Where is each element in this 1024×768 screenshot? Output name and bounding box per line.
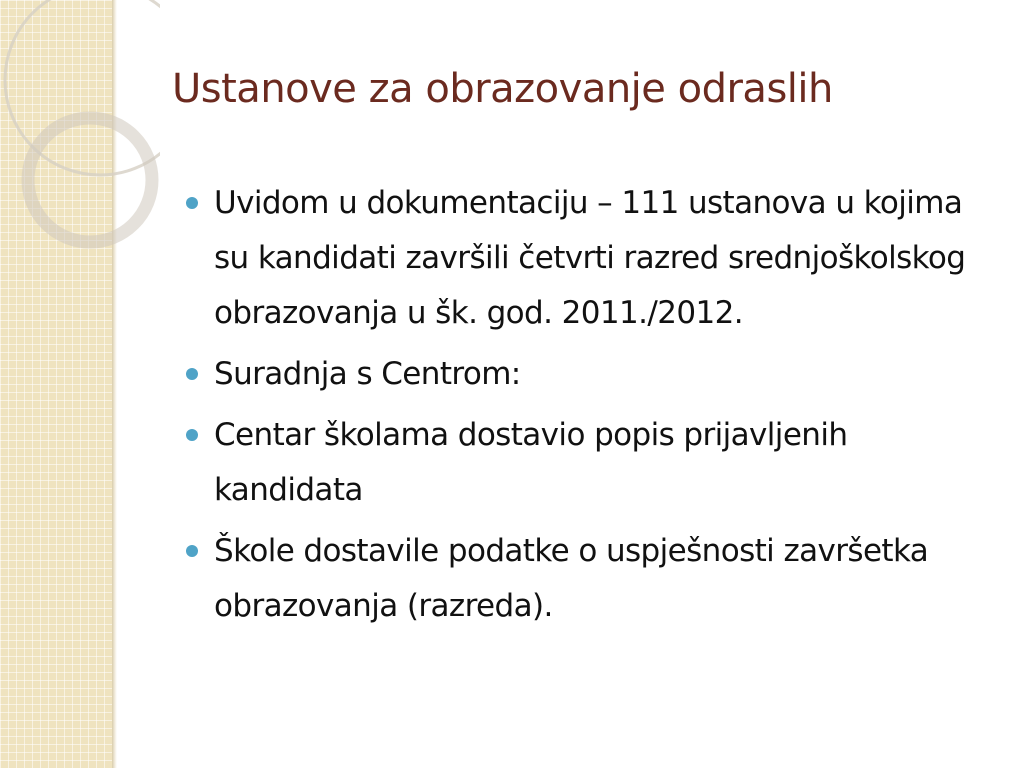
bullet-text: Centar školama dostavio popis prijavljenih kandidata bbox=[214, 417, 848, 508]
bullet-item bbox=[184, 347, 994, 402]
bullet-dot-icon bbox=[186, 429, 198, 441]
bullet-text: Škole dostavile podatke o uspješnosti završetka obrazovanja (razreda). bbox=[214, 533, 929, 624]
bullet-dot-icon bbox=[186, 197, 198, 209]
bullet-list bbox=[184, 176, 994, 640]
bullet-item bbox=[184, 176, 994, 341]
decorative-circles bbox=[0, 0, 160, 300]
bullet-item bbox=[184, 408, 994, 518]
bullet-dot-icon bbox=[186, 368, 198, 380]
bullet-text: Uvidom u dokumentaciju – 111 ustanova u kojima su kandidati završili četvrti razred srednjoškolskog obrazovanja u šk. god. 2011./2012. bbox=[214, 185, 966, 331]
decorative-circle-small bbox=[28, 118, 152, 242]
slide-title: Ustanove za obrazovanje odraslih bbox=[172, 66, 833, 112]
bullet-dot-icon bbox=[186, 545, 198, 557]
bullet-text: Suradnja s Centrom: bbox=[214, 356, 521, 392]
bullet-item bbox=[184, 524, 994, 634]
